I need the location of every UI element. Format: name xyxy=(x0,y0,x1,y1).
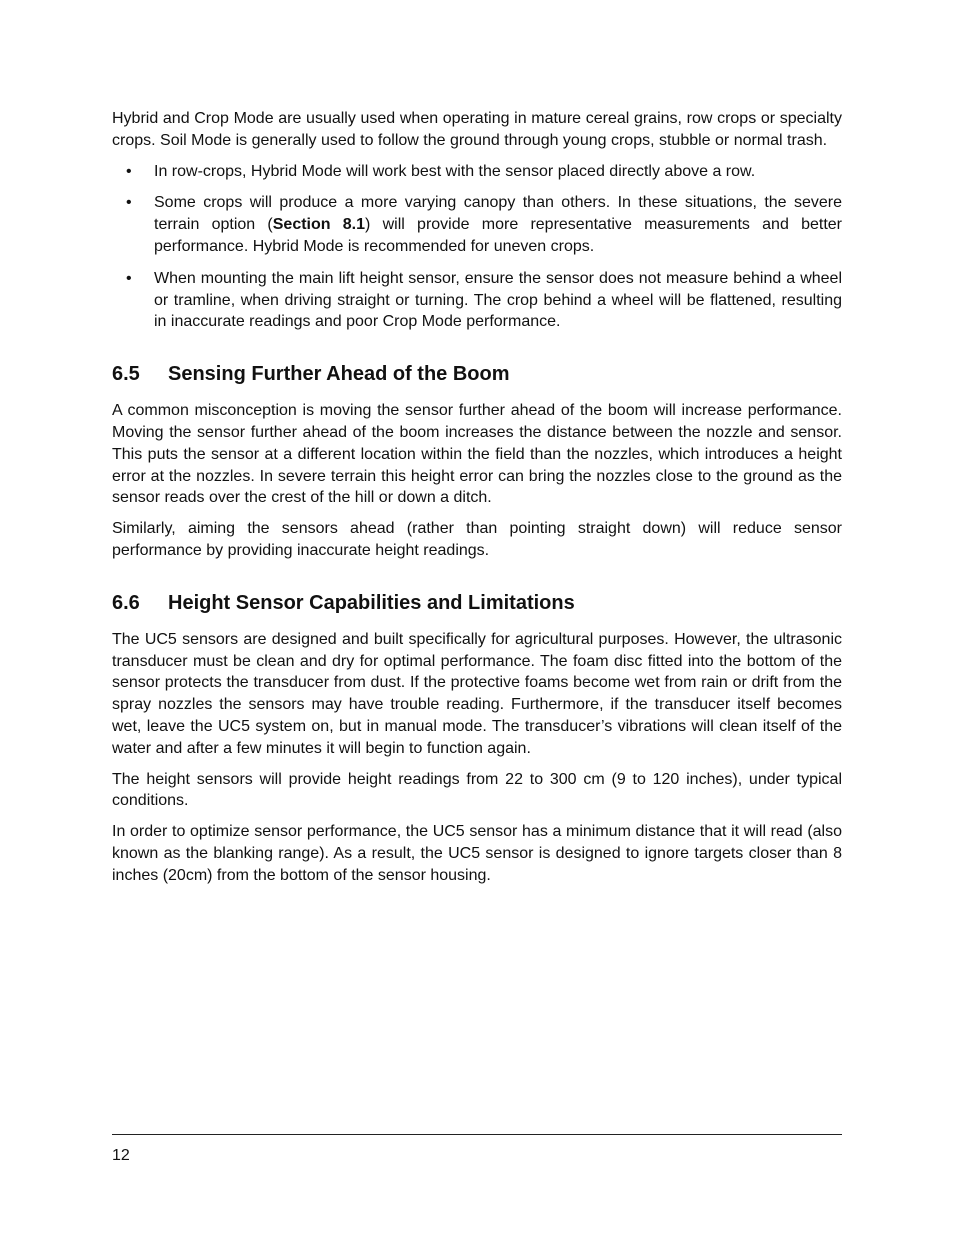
bullet-text: In row-crops, Hybrid Mode will work best with the sensor placed directly above a row. xyxy=(154,162,756,180)
paragraph: A common misconception is moving the sensor further ahead of the boom will increase performance. Moving the sensor further ahead of the boom increases the distance between the nozzle and sensor. This puts the sensor at a different location within the field than the nozzles, which introduces a height error at the nozzles. In severe terrain this height error can bring the nozzles close to the ground as the sensor reads over the crest of the hill or down a ditch. xyxy=(112,402,842,507)
section-number: 6.5 xyxy=(112,363,140,386)
bullet-text: Some crops will produce a more varying canopy than others. In these situations, the severe terrain option ( xyxy=(154,194,842,234)
bullet-text: When mounting the main lift height sensor, ensure the sensor does not measure behind a wheel or tramline, when driving straight or turning. The crop behind a wheel will be flattened, resulting in inaccurate readings and poor Crop Mode performance. xyxy=(154,269,842,331)
paragraph: The UC5 sensors are designed and built specifically for agricultural purposes. However, the ultrasonic transducer must be clean and dry for optimal performance. The foam disc fitted into the bottom of the sensor protects the transducer from dust. If the protective foams become wet from rain or drift from the spray nozzles the sensors may have trouble reading. Furthermore, if the transducer itself becomes wet, leave the UC5 system on, but in manual mode. The transducer’s vibrations will clean itself of the water and after a few minutes it will begin to function again. xyxy=(112,630,842,757)
page-content xyxy=(112,108,842,896)
bullet-item-varying-canopy xyxy=(112,192,842,257)
footer-divider xyxy=(112,1134,842,1135)
bullet-icon: • xyxy=(126,194,132,212)
section-title: Sensing Further Ahead of the Boom xyxy=(168,363,510,386)
section-heading-6-5 xyxy=(112,361,842,387)
bullet-text-continued: ) will provide more representative measurements and better performance. Hybrid Mode is recommended for uneven crops. xyxy=(154,216,842,255)
page-number: 12 xyxy=(112,1147,130,1164)
bullet-item-row-crops xyxy=(112,161,842,183)
bullet-icon: • xyxy=(126,269,132,287)
paragraph: Similarly, aiming the sensors ahead (rather than pointing straight down) will reduce sensor performance by providing inaccurate height readings. xyxy=(112,520,842,559)
bullet-item-mounting xyxy=(112,268,842,333)
bullet-icon: • xyxy=(126,162,132,180)
section-number: 6.6 xyxy=(112,591,140,614)
paragraph: In order to optimize sensor performance, the UC5 sensor has a minimum distance that it will read (also known as the blanking range). As a result, the UC5 sensor is designed to ignore targets closer than 8 inches (20cm) from the bottom of the sensor housing. xyxy=(112,823,842,884)
intro-paragraph: Hybrid and Crop Mode are usually used when operating in mature cereal grains, row crops or specialty crops. Soil Mode is generally used to follow the ground through young crops, stubble or normal trash. xyxy=(112,110,842,149)
intro-bullet-list xyxy=(112,161,842,334)
section-reference-link: Section 8.1 xyxy=(272,216,366,234)
section-title: Height Sensor Capabilities and Limitations xyxy=(168,591,575,614)
paragraph: The height sensors will provide height readings from 22 to 300 cm (9 to 120 inches), under typical conditions. xyxy=(112,770,842,810)
section-heading-6-6 xyxy=(112,590,842,616)
